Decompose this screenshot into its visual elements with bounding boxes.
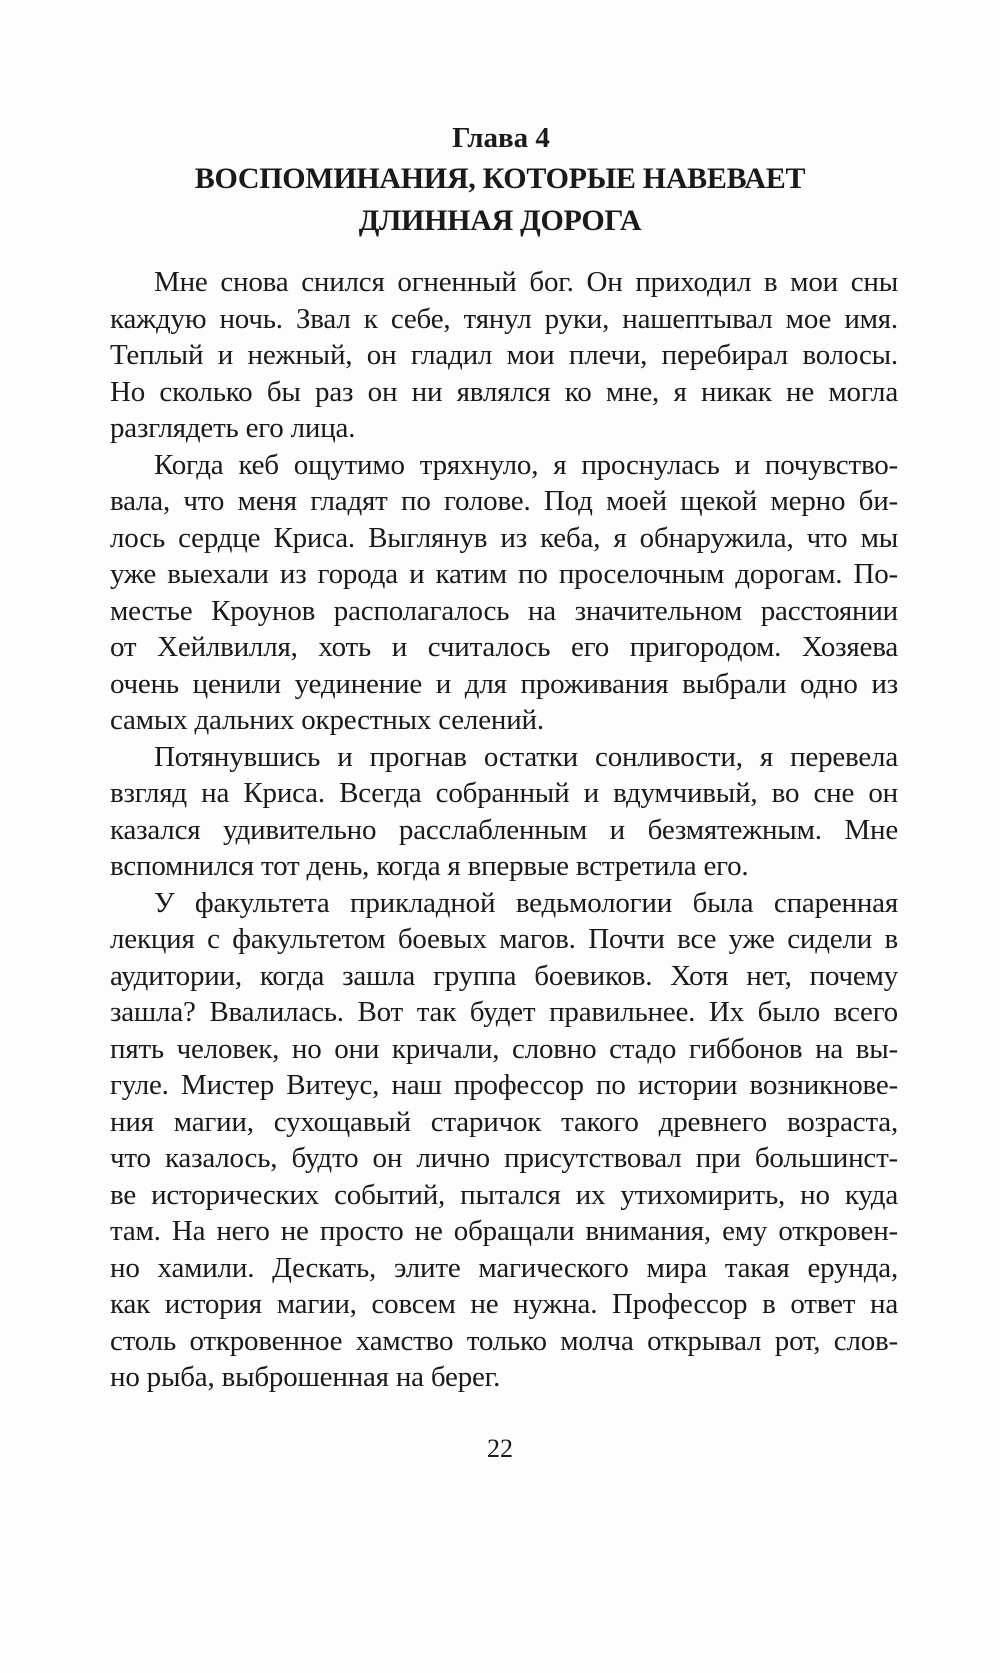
text-line: зашла? Ввалилась. Вот так будет правильнее. Их было всего: [110, 996, 898, 1028]
text-line: каждую ночь. Звал к себе, тянул руки, нашептывал мое имя.: [110, 302, 898, 335]
chapter-body: [110, 264, 898, 1396]
text-line: столь откровенное хамство только молча открывал рот, слов-: [110, 1324, 898, 1357]
paragraph: [110, 739, 898, 885]
text-line: там. На него не просто не обращали внимания, ему откровен-: [110, 1215, 898, 1247]
text-line: ния магии, сухощавый старичок такого древнего возраста,: [110, 1105, 898, 1138]
text-line: гуле. Мистер Витеус, наш профессор по истории возникнове-: [110, 1069, 898, 1101]
paragraph: [110, 885, 898, 1396]
paragraph: [110, 447, 898, 739]
text-line: казался удивительно расслабленным и безмятежным. Мне: [110, 813, 898, 846]
chapter-title-line: ВОСПОМИНАНИЯ, КОТОРЫЕ НАВЕВАЕТ: [194, 162, 806, 195]
text-line: пять человек, но они кричали, словно стадо гиббонов на вы-: [110, 1032, 898, 1065]
text-line: Но сколько бы раз он ни являлся ко мне, я никак не могла: [110, 375, 898, 408]
text-line: лекция с факультетом боевых магов. Почти все уже сидели в: [110, 923, 898, 955]
text-line: от Хейлвилля, хоть и считалось его пригородом. Хозяева: [110, 631, 898, 663]
text-line: Потянувшись и прогнав остатки сонливости, я перевела: [154, 740, 898, 773]
text-line: лось сердце Криса. Выглянув из кеба, я обнаружила, что мы: [110, 521, 898, 554]
text-line: ве исторических событий, пытался их утихомирить, но куда: [110, 1178, 898, 1211]
text-line: разглядеть его лица.: [110, 412, 356, 444]
chapter-header: [0, 118, 1000, 242]
text-line: что казалось, будто он лично присутствовал при большинст-: [110, 1142, 898, 1174]
text-line: Теплый и нежный, он гладил мои плечи, перебирал волосы.: [110, 339, 898, 371]
text-line: местье Кроунов располагалось на значительном расстоянии: [110, 594, 898, 627]
text-line: вспомнился тот день, когда я впервые встретила его.: [110, 850, 749, 882]
text-line: уже выехали из города и катим по проселочным дорогам. По-: [110, 558, 898, 590]
text-line: как история магии, совсем не нужна. Профессор в ответ на: [110, 1288, 898, 1320]
text-line: взгляд на Криса. Всегда собранный и вдумчивый, во сне он: [110, 777, 898, 809]
text-line: но хамили. Дескать, элите магического мира такая ерунда,: [110, 1251, 898, 1284]
chapter-label: Глава 4: [452, 122, 550, 154]
text-line: аудитории, когда зашла группа боевиков. Хотя нет, почему: [110, 959, 898, 992]
text-line: самых дальних окрестных селений.: [110, 704, 544, 736]
page-number: 22: [487, 1434, 513, 1463]
chapter-title-line: ДЛИННАЯ ДОРОГА: [358, 204, 642, 237]
paragraph: [110, 264, 898, 447]
text-line: очень ценили уединение и для проживания выбрали одно из: [110, 667, 898, 700]
text-line: Мне снова снился огненный бог. Он приходил в мои сны: [154, 266, 898, 298]
text-line: вала, что меня гладят по голове. Под моей щекой мерно би-: [110, 485, 898, 517]
text-line: Когда кеб ощутимо тряхнуло, я проснулась и почувство-: [154, 448, 898, 481]
text-line: У факультета прикладной ведьмологии была спаренная: [154, 886, 898, 919]
text-line: но рыба, выброшенная на берег.: [110, 1361, 501, 1393]
